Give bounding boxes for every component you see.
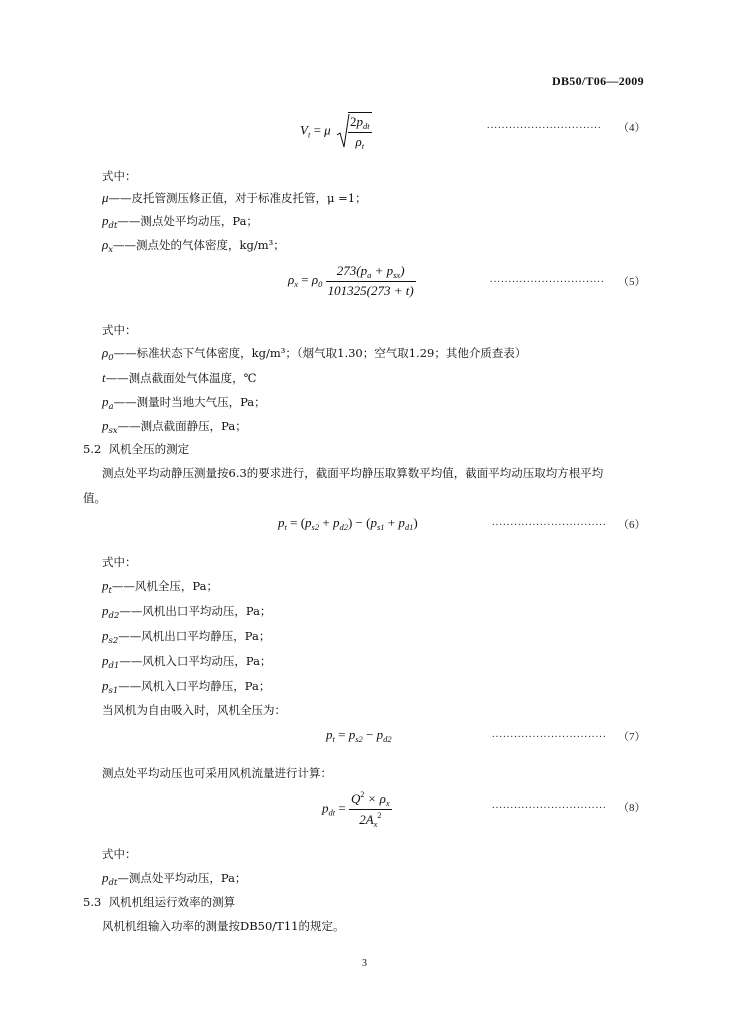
definition-mu: μ——皮托管测压修正值，对于标准皮托管，μ =1；	[102, 190, 367, 205]
definition-pd1: $p_{d1}——$风机入口平均动压，Pa；	[102, 653, 272, 671]
equation-6-label: （6）	[618, 519, 646, 531]
standard-code-header: DB50/T06—2009	[552, 74, 644, 88]
free-suction-note: 当风机为自由吸入时，风机全压为：	[102, 703, 286, 717]
definition-psx: $p_{sx}——$测点截面静压，Pa；	[102, 418, 247, 436]
definition-rhox: $\rho_x——$测点处的气体密度，kg/m³；	[102, 237, 285, 255]
equation-6: $p_t = (p_{s2} + p_{d2}) - (p_{s1} + p_{d1})$	[278, 515, 418, 532]
equation-7-label: （7）	[618, 731, 646, 743]
definition-t: t——测点截面处气体温度，℃	[102, 370, 257, 385]
definition-pt: $p_t——$风机全压，Pa；	[102, 578, 218, 596]
equation-5: $\rho_x = \rho_0$ $\frac{273(p_a + p_{sx})}{101325(273 + t)}$	[288, 263, 414, 298]
equation-8: $p_{dt}$ = $\frac{Q^2 \times \rho_x}{2A_x^2}$	[322, 790, 390, 829]
definition-pa: $p_a——$测量时当地大气压，Pa；	[102, 394, 266, 412]
page-number: 3	[362, 958, 367, 969]
where-intro-2: 式中：	[102, 323, 137, 337]
equation-8-label: （8）	[618, 802, 646, 814]
section-5-3-paragraph: 风机机组输入功率的测量按DB50/T11的规定。	[102, 919, 345, 933]
where-intro-3: 式中：	[102, 555, 137, 569]
equation-4-label: （4）	[618, 122, 646, 134]
definition-pdt-2: $p_{dt}—$测点处平均动压，Pa；	[102, 870, 247, 888]
equation-5-label: （5）	[618, 276, 646, 288]
equation-4: $V_t = \mu$ $\frac{2p_{dt}}{\rho_t}$	[300, 114, 370, 151]
definition-pd2: $p_{d2}——$风机出口平均动压，Pa；	[102, 603, 272, 621]
definition-pdt: $p_{dt}——$测点处平均动压，Pa；	[102, 213, 258, 231]
equation-4-dots: ...............................	[487, 120, 602, 131]
section-5-3-heading: 5.3 风机机组运行效率的测算	[83, 895, 236, 909]
flow-calculation-paragraph: 测点处平均动压也可采用风机流量进行计算：	[102, 766, 332, 780]
definition-ps1: $p_{s1}——$风机入口平均静压，Pa；	[102, 678, 271, 696]
equation-5-dots: ...............................	[490, 274, 605, 285]
equation-6-dots: ...............................	[492, 517, 607, 528]
equation-7: $p_t = p_{s2} - p_{d2}$	[326, 727, 392, 744]
section-5-2-heading: 5.2 风机全压的测定	[83, 442, 190, 456]
equation-7-dots: ...............................	[492, 729, 607, 740]
where-intro-4: 式中：	[102, 847, 137, 861]
section-5-2-paragraph-line1: 测点处平均动静压测量按6.3的要求进行，截面平均静压取算数平均值，截面平均动压取均方根平均	[102, 466, 604, 480]
equation-8-dots: ...............................	[492, 800, 607, 811]
definition-rho0: $\rho_0——$标准状态下气体密度，kg/m³；（烟气取1.30；空气取1.29；其他介质查表）	[102, 345, 527, 363]
where-intro-1: 式中：	[102, 169, 137, 183]
definition-ps2: $p_{s2}——$风机出口平均静压，Pa；	[102, 628, 271, 646]
section-5-2-paragraph-line2: 值。	[83, 491, 106, 505]
